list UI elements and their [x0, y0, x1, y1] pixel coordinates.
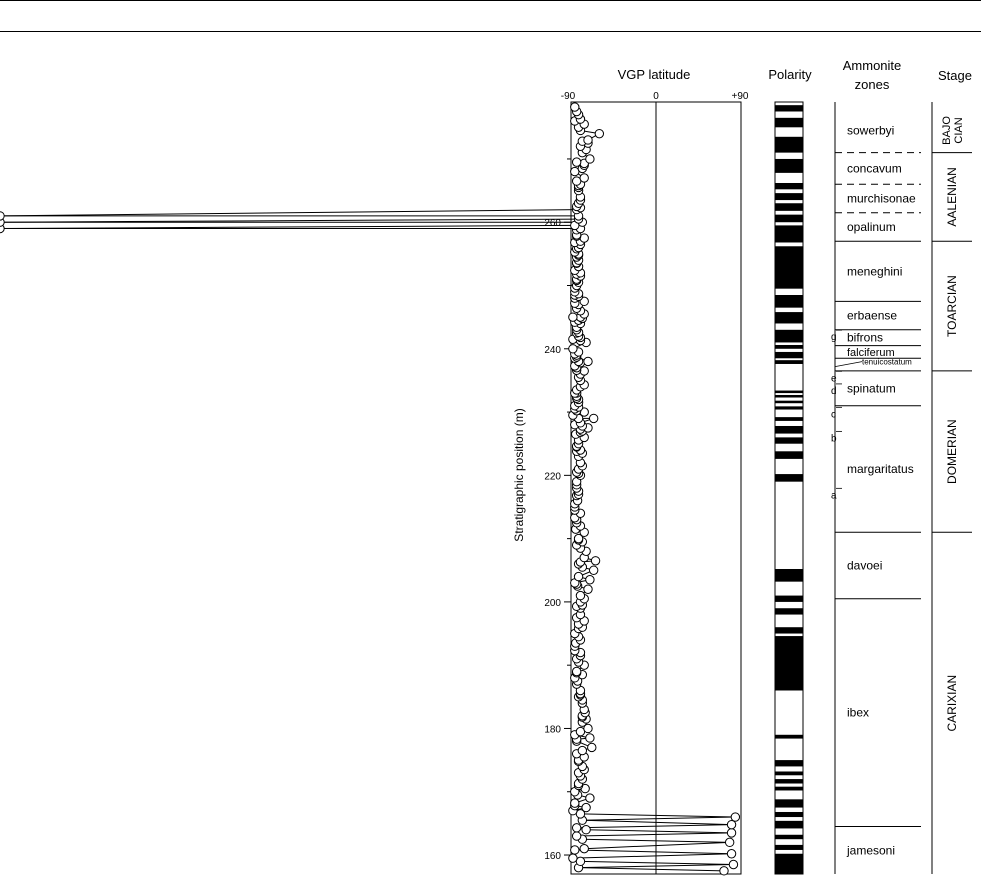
x-tick-label-zero: 0: [653, 91, 659, 102]
zone-label-tenuicostatum: tenuicostatum: [862, 357, 912, 367]
zone-label-jamesoni: jamesoni: [847, 843, 896, 858]
vgp-point: [584, 585, 592, 593]
ammonite-panel-title-line1: Ammonite: [842, 58, 902, 73]
vgp-point: [584, 136, 592, 144]
vgp-point: [572, 158, 580, 166]
vgp-connector: [580, 814, 735, 817]
vgp-point: [586, 576, 594, 584]
y-tick-label: 240: [544, 344, 561, 356]
polarity-normal-band: [775, 474, 803, 482]
polarity-normal-band: [775, 225, 803, 242]
polarity-normal-band: [775, 137, 803, 153]
zone-pointer-line: [835, 362, 862, 367]
polarity-normal-band: [775, 437, 803, 443]
y-tick-label: 200: [544, 597, 561, 609]
vgp-point: [725, 838, 733, 846]
polarity-normal-band: [775, 312, 803, 323]
zone-label-ibex: ibex: [847, 705, 870, 720]
polarity-normal-band: [775, 203, 803, 211]
vgp-point: [586, 734, 594, 742]
polarity-normal-band: [775, 636, 803, 690]
vgp-point: [582, 826, 590, 834]
vgp-connector: [0, 210, 577, 216]
vgp-point: [727, 829, 735, 837]
vgp-point: [571, 799, 579, 807]
subzone-letter: d: [831, 385, 837, 397]
polarity-normal-band: [775, 352, 803, 358]
polarity-normal-band: [775, 417, 803, 421]
stage-label-carixian: CARIXIAN: [945, 674, 959, 732]
vgp-point: [572, 824, 580, 832]
vgp-point: [589, 414, 597, 422]
subzone-letter: b: [831, 433, 837, 445]
polarity-normal-band: [775, 295, 803, 308]
polarity-normal-band: [775, 735, 803, 739]
subzone-letter: a: [831, 490, 837, 502]
vgp-data-series: [0, 103, 740, 875]
y-tick-label: 220: [544, 471, 561, 483]
polarity-normal-band: [775, 246, 803, 288]
zone-label-davoei: davoei: [847, 558, 883, 573]
vgp-point: [584, 357, 592, 365]
polarity-normal-band: [775, 118, 803, 127]
polarity-normal-band: [775, 193, 803, 200]
vgp-connector: [584, 842, 729, 848]
zone-label-sowerbyi: sowerbyi: [847, 123, 895, 138]
polarity-normal-band: [775, 426, 803, 434]
polarity-normal-band: [775, 821, 803, 829]
vgp-point: [0, 212, 4, 220]
vgp-connector: [577, 825, 732, 828]
vgp-point: [572, 667, 580, 675]
polarity-normal-band: [775, 395, 803, 398]
stage-label-bajocian-line2: CIAN: [953, 117, 965, 144]
y-axis-ticks: [544, 159, 571, 862]
polarity-normal-band: [775, 406, 803, 409]
vgp-point: [589, 566, 597, 574]
vgp-point: [586, 155, 594, 163]
zone-label-erbaense: erbaense: [847, 308, 898, 323]
subzone-letter: e: [831, 373, 837, 385]
vgp-point: [591, 557, 599, 565]
polarity-normal-band: [775, 760, 803, 766]
polarity-normal-band: [775, 183, 803, 189]
ammonite-zones: [831, 102, 921, 874]
vgp-point: [595, 129, 603, 137]
vgp-point: [586, 794, 594, 802]
polarity-normal-band: [775, 159, 803, 173]
polarity-normal-band: [775, 215, 803, 223]
polarity-panel-title: Polarity: [768, 67, 812, 82]
polarity-normal-band: [775, 608, 803, 614]
polarity-normal-band: [775, 835, 803, 839]
vgp-point: [569, 854, 577, 862]
polarity-normal-band: [775, 391, 803, 394]
stage-label-aalenian: AALENIAN: [945, 167, 959, 227]
stage-label-toarcian: TOARCIAN: [945, 275, 959, 337]
polarity-normal-band: [775, 771, 803, 775]
subzone-letter: g: [831, 332, 837, 344]
vgp-point: [731, 813, 739, 821]
vgp-point: [569, 313, 577, 321]
vgp-point: [588, 743, 596, 751]
vgp-connector: [577, 833, 732, 836]
vgp-point: [580, 844, 588, 852]
vgp-connector: [582, 817, 735, 820]
zone-label-margaritatus: margaritatus: [847, 462, 914, 477]
vgp-connector: [573, 854, 732, 858]
polarity-normal-band: [775, 787, 803, 791]
vgp-point: [720, 867, 728, 875]
polarity-normal-band: [775, 401, 803, 404]
polarity-normal-band: [775, 854, 803, 874]
polarity-normal-band: [775, 569, 803, 582]
zone-label-murchisonae: murchisonae: [847, 191, 916, 206]
stage-column: [932, 102, 972, 874]
y-tick-label: 260: [544, 218, 561, 230]
x-tick-label-min: -90: [560, 91, 576, 102]
vgp-point: [571, 103, 579, 111]
vgp-point: [729, 860, 737, 868]
polarity-normal-band: [775, 799, 803, 807]
vgp-point: [576, 591, 584, 599]
zone-label-spinatum: spinatum: [847, 381, 896, 396]
vgp-point: [571, 846, 579, 854]
polarity-normal-band: [775, 105, 803, 111]
vgp-connector: [580, 861, 733, 864]
vgp-point: [569, 345, 577, 353]
polarity-normal-band: [775, 596, 803, 602]
vgp-point: [578, 746, 586, 754]
vgp-connector: [579, 868, 724, 871]
y-tick-label: 180: [544, 724, 561, 736]
polarity-normal-band: [775, 330, 803, 343]
vgp-panel-title: VGP latitude: [617, 67, 691, 82]
stage-label-bajocian-line1: BAJO: [941, 116, 953, 145]
ammonite-panel-title-line2: zones: [854, 77, 890, 92]
zone-label-falciferum: falciferum: [847, 346, 895, 359]
subzone-letter: c: [831, 409, 836, 421]
polarity-normal-band: [775, 627, 803, 633]
vgp-connector: [586, 830, 731, 833]
polarity-normal-band: [775, 845, 803, 850]
vgp-point: [582, 803, 590, 811]
y-axis-label: Stratigraphic position (m): [512, 408, 526, 542]
vgp-connector: [575, 850, 732, 854]
polarity-normal-band: [775, 451, 803, 459]
zone-label-meneghini: meneghini: [847, 264, 903, 279]
y-tick-label: 160: [544, 851, 561, 863]
vgp-connector: [582, 820, 731, 824]
zone-label-opalinum: opalinum: [847, 219, 896, 234]
vgp-point: [727, 820, 735, 828]
stage-label-domerian: DOMERIAN: [945, 419, 959, 484]
vgp-point: [574, 572, 582, 580]
zone-label-concavum: concavum: [847, 161, 902, 176]
polarity-normal-band: [775, 345, 803, 349]
vgp-point: [572, 832, 580, 840]
polarity-normal-band: [775, 360, 803, 364]
stage-panel-title: Stage: [938, 68, 972, 83]
zone-label-bifrons: bifrons: [847, 330, 884, 345]
polarity-normal-band: [775, 779, 803, 783]
x-tick-label-max: +90: [731, 91, 749, 102]
vgp-point: [580, 174, 588, 182]
vgp-point: [727, 850, 735, 858]
polarity-normal-band: [775, 812, 803, 817]
